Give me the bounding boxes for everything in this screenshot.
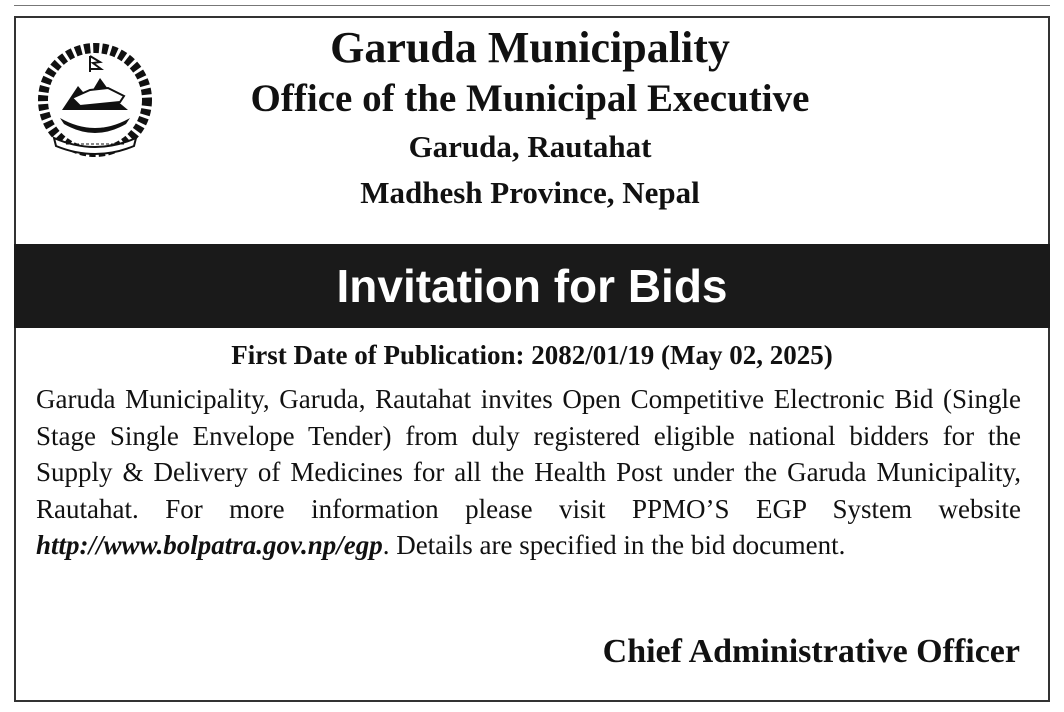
body-text-end: . Details are specified in the bid document. (382, 530, 846, 560)
office-location: Garuda, Rautahat (408, 129, 652, 164)
signatory-title: Chief Administrative Officer (602, 633, 1020, 670)
organization-name: Garuda Municipality (330, 23, 730, 72)
notice-body (36, 381, 1021, 564)
notice-title-banner: Invitation for Bids (14, 244, 1050, 328)
body-text-main: Garuda Municipality, Garuda, Rautahat invites Open Competitive Electronic Bid (Single Stage Single Envelope Tender) from duly registered eligible national bidders for the Supply & Delivery of Medicines for all the Health Post under the Garuda Municipality, Rautahat. For more information please visit PPMO’S EGP System website (36, 384, 1021, 524)
letterhead (160, 22, 900, 216)
office-province: Madhesh Province, Nepal (360, 175, 700, 210)
office-name: Office of the Municipal Executive (250, 77, 810, 120)
top-rule (14, 5, 1050, 6)
nepal-government-emblem-icon (30, 38, 160, 163)
egp-website-link[interactable]: http://www.bolpatra.gov.np/egp (36, 530, 383, 560)
publication-date: First Date of Publication: 2082/01/19 (May 02, 2025) (231, 340, 833, 370)
